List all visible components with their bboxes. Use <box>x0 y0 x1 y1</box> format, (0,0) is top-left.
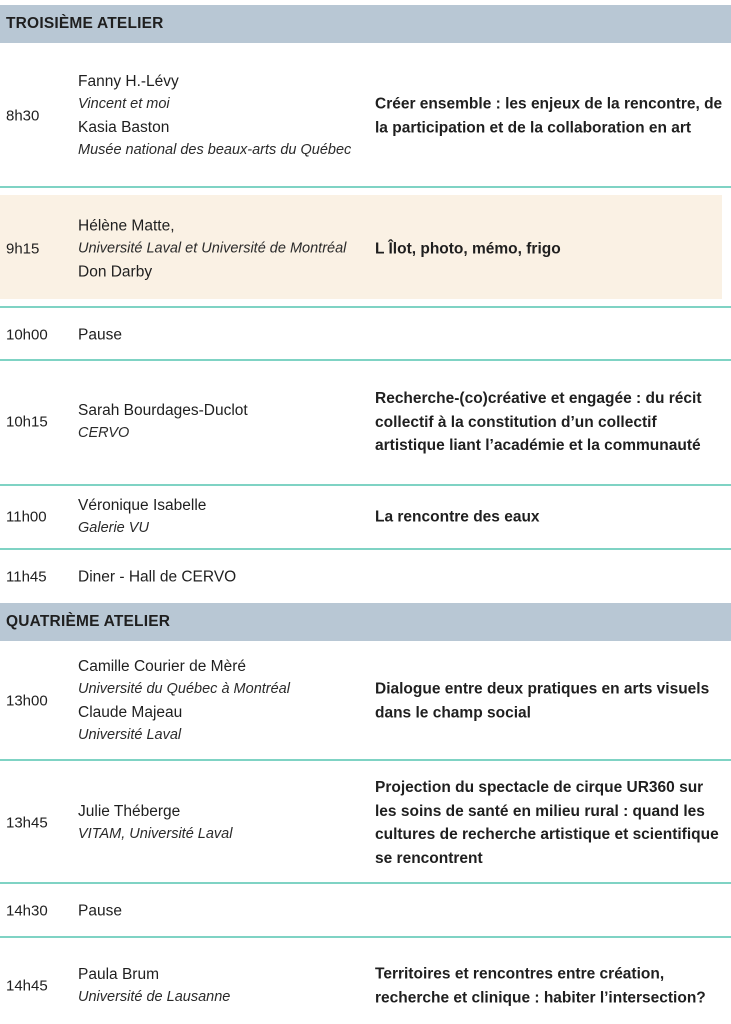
session-speakers <box>78 215 368 284</box>
speaker-affiliation: VITAM, Université Laval <box>78 826 233 842</box>
session-speakers <box>78 70 368 162</box>
row-separator <box>0 759 731 761</box>
session-speakers <box>78 324 368 347</box>
speaker-name: Hélène Matte, <box>78 217 175 235</box>
speaker-affiliation: CERVO <box>78 425 130 441</box>
speaker-affiliation: Université du Québec à Montréal <box>78 681 290 697</box>
speaker-name: Pause <box>78 326 122 344</box>
session-time: 11h00 <box>6 508 47 526</box>
session-title: Créer ensemble : les enjeux de la rencontre, de la participation et de la collaboration en art <box>375 95 723 136</box>
speaker-name: Véronique Isabelle <box>78 497 207 514</box>
session-time: 13h00 <box>6 692 48 710</box>
row-separator <box>0 484 731 486</box>
session-title: La rencontre des eaux <box>375 508 540 526</box>
row-separator <box>0 306 731 308</box>
speaker-name: Fanny H.-Lévy <box>78 73 179 90</box>
speaker-affiliation: Université Laval <box>78 727 182 743</box>
speaker-affiliation: Université Laval et Université de Montréal <box>78 240 347 257</box>
session-title: Dialogue entre deux pratiques en arts visuels dans le champ social <box>375 680 710 721</box>
section-header-troisieme-atelier: TROISIÈME ATELIER <box>0 5 731 43</box>
speaker-name: Sarah Bourdages-Duclot <box>78 402 248 419</box>
session-speakers <box>78 963 368 1009</box>
section-header-quatrieme-atelier: QUATRIÈME ATELIER <box>0 603 731 641</box>
session-title: Territoires et rencontres entre création, recherche et clinique : habiter l’intersection? <box>375 965 706 1006</box>
session-time: 10h00 <box>6 326 48 344</box>
row-separator <box>0 548 731 550</box>
speaker-affiliation: Musée national des beaux-arts du Québec <box>78 142 352 158</box>
row-separator <box>0 186 731 188</box>
session-time: 11h45 <box>6 568 47 586</box>
speaker-name: Camille Courier de Mèré <box>78 658 246 675</box>
session-title: Projection du spectacle de cirque UR360 sur les soins de santé en milieu rural : quand les cultures de recherche artistique et scientifique se rencontrent <box>375 779 719 867</box>
session-speakers <box>78 900 368 923</box>
session-time: 8h30 <box>6 107 40 125</box>
session-title: Recherche-(co)créative et engagée : du récit collectif à la constitution d’un collectif artistique liant l’académie et la communauté <box>375 389 702 454</box>
session-time: 14h45 <box>6 977 48 995</box>
session-speakers <box>78 566 368 589</box>
session-time: 10h15 <box>6 413 48 431</box>
row-separator <box>0 882 731 884</box>
speaker-name: Diner - Hall de CERVO <box>78 568 237 586</box>
session-time: 13h45 <box>6 814 48 832</box>
speaker-name: Don Darby <box>78 263 153 281</box>
speaker-affiliation: Vincent et moi <box>78 96 170 112</box>
session-title: L Îlot, photo, mémo, frigo <box>375 240 561 258</box>
speaker-name: Julie Théberge <box>78 803 181 820</box>
speaker-name: Paula Brum <box>78 966 159 983</box>
row-separator <box>0 936 731 938</box>
speaker-name: Claude Majeau <box>78 704 183 721</box>
speaker-affiliation: Université de Lausanne <box>78 989 231 1005</box>
session-time: 9h15 <box>6 240 40 258</box>
session-speakers <box>78 399 368 445</box>
speaker-name: Kasia Baston <box>78 119 170 136</box>
speaker-name: Pause <box>78 902 122 920</box>
session-time: 14h30 <box>6 902 48 920</box>
session-speakers <box>78 494 368 540</box>
row-separator <box>0 359 731 361</box>
session-speakers <box>78 655 368 747</box>
speaker-affiliation: Galerie VU <box>78 520 149 536</box>
session-speakers <box>78 800 368 846</box>
